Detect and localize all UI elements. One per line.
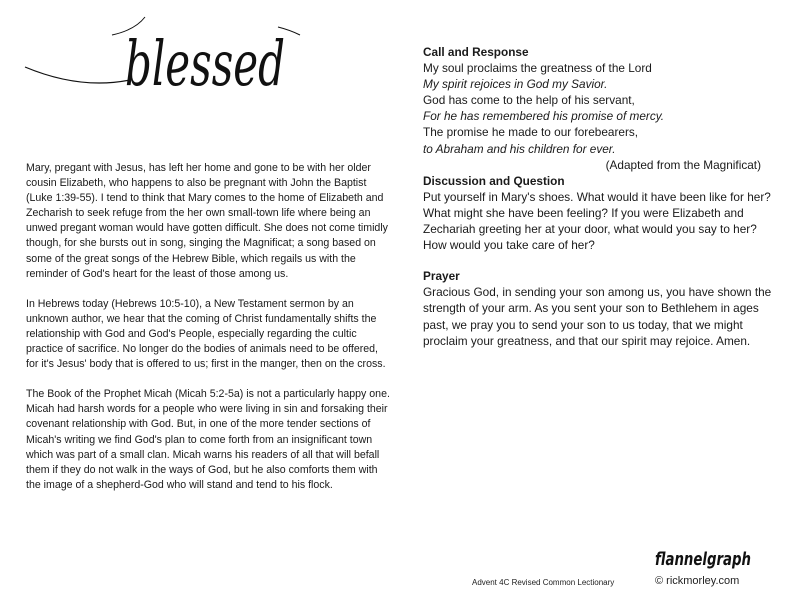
right-column [423,44,773,349]
response-line: God has come to the help of his servant, [423,93,635,108]
discussion-text: Put yourself in Mary's shoes. What would it have been like for her? What might she have been feeling? If you were Elizabeth and Zechariah greeting her at your door, what would you say to her? How would you take care of her? [423,189,771,253]
response-line: The promise he made to our forebearers, [423,125,639,140]
response-line: My spirit rejoices in God my Savior. [423,77,608,92]
flannelgraph-logo-text: flannelgraph [655,549,751,570]
call-and-response-section [423,44,773,173]
lectionary-label: Advent 4C Revised Common Lectionary [472,578,615,587]
prayer-heading: Prayer [423,269,460,284]
response-line: For he has remembered his promise of mercy. [423,109,665,124]
copyright-link[interactable]: © rickmorley.com [655,575,740,587]
micah-paragraph: The Book of the Prophet Micah (Micah 5:2-5a) is not a particularly happy one. Micah had harsh words for a people who were living in sin and forsaking their covenant relationship with God. But, in one of the more tender sections of Micah's writing we find God's plan to come forth from an insignificant town which was part of a small clan. Micah warns his readers of all that will befall them if they do not walk in the ways of God, but he also comforts them with the image of a shepherd-God who will stand and tend to his flock. [26,388,390,491]
discussion-heading: Discussion and Question [423,173,565,188]
hebrews-paragraph: In Hebrews today (Hebrews 10:5-10), a New Testament sermon by an unknown author, we hear that the coming of Christ fundamentally shifts the relationship with God and God's People, especially regarding the cultic practice of sacrifice. No longer do the bodies of animals need to be offered, for it's Jesus' body that is offered to us; first in the manger, then on the cross. [26,297,386,371]
blessed-script-logo [20,5,300,100]
intro-paragraph: Mary, pregant with Jesus, has left her home and gone to be with her older cousin Elizabeth, who happens to also be pregnant with John the Baptist (Luke 1:39-55). I tend to think that Mary comes to the home of Elizabeth and Zecharish to seek refuge from the her own small-town life where being an unwed pregant woman would have gotten difficult. She does not come timidly though, for she bursts out in song, singing the Magnificat; a song based on some of the great songs of the Hebrew Bible, which regails us with the reminder of God's heart for the least of those among us. [26,162,388,280]
magnificat-attribution: (Adapted from the Magnificat) [605,157,761,172]
prayer-text: Gracious God, in sending your son among us, you have shown the strength of your arm. As you sent your son to Bethlehem in ages past, we pray you to send your son to us today, that we might proclaim your greatness, and that our spirit may rejoice. Amen. [423,285,772,348]
response-line: My soul proclaims the greatness of the Lord [423,61,652,76]
prayer-section [423,268,773,348]
discussion-section [423,173,773,253]
left-column [26,161,391,508]
response-line: to Abraham and his children for ever. [423,141,616,156]
flannelgraph-logo [655,545,755,571]
blessed-script-text: blessed [125,27,285,100]
call-and-response-heading: Call and Response [423,45,529,59]
